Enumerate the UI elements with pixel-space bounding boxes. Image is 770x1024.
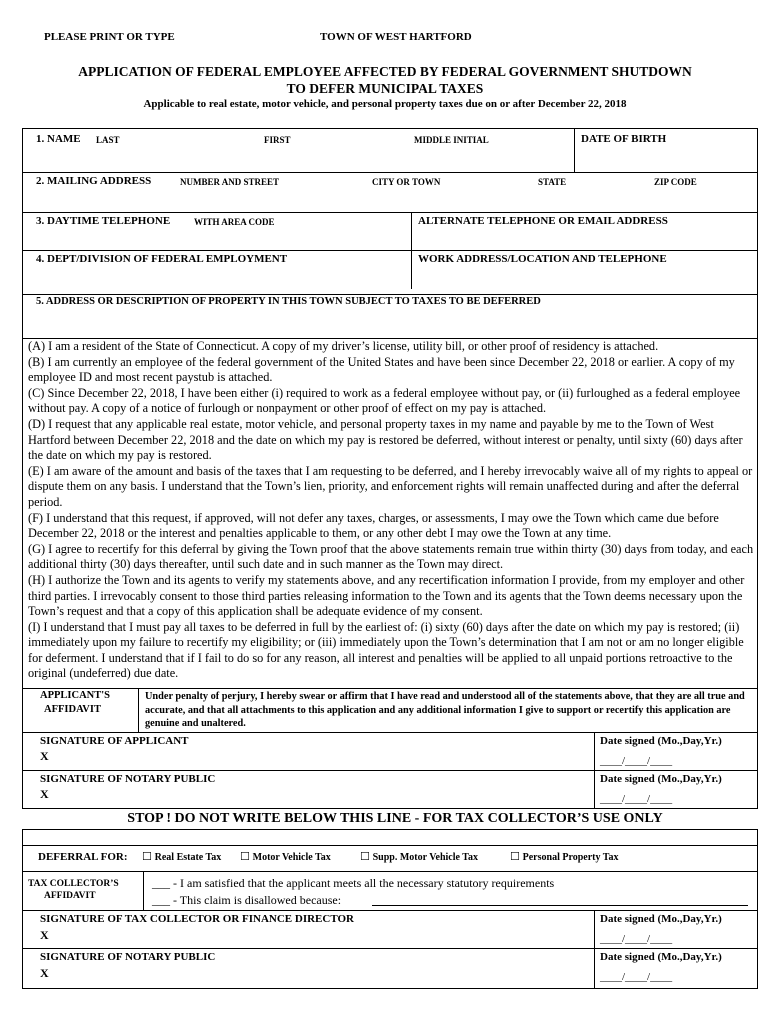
checkbox-icon[interactable]: ☐ — [360, 850, 370, 863]
divider — [22, 845, 758, 846]
deferral-option-supp-motor-vehicle[interactable] — [360, 850, 478, 863]
alt-contact-field[interactable] — [418, 230, 751, 248]
affidavit-text: Under penalty of perjury, I hereby swear or affirm that I have read and understood all of the statements above, that they are all true and accurate, and that all attachments to this application and any additional information I give to support or recertify this application are genuine and unaltered. — [145, 691, 745, 730]
town-name: TOWN OF WEST HARTFORD — [320, 31, 472, 43]
checkbox-icon[interactable]: ☐ — [510, 850, 520, 863]
collector-notary-signature-field[interactable] — [56, 964, 586, 984]
x-mark: X — [40, 749, 49, 763]
collector-affidavit-label-2: AFFIDAVIT — [44, 891, 96, 901]
x-mark: X — [40, 966, 49, 980]
disallowed-reason-field[interactable] — [372, 905, 748, 906]
mailing-address-label: 2. MAILING ADDRESS — [36, 175, 152, 187]
print-instruction: PLEASE PRINT OR TYPE — [44, 31, 175, 43]
mailing-address-field[interactable] — [36, 190, 751, 210]
notary-signature-field[interactable] — [56, 786, 586, 806]
dept-label: 4. DEPT/DIVISION OF FEDERAL EMPLOYMENT — [36, 253, 288, 265]
dob-label: DATE OF BIRTH — [581, 133, 667, 145]
disallowed-blank[interactable]: ___ — [152, 893, 170, 907]
form-subtitle: Applicable to real estate, motor vehicle, and personal property taxes due on or after December 22, 2018 — [143, 98, 627, 110]
divider — [138, 688, 139, 733]
date-signed-label: Date signed (Mo.,Day,Yr.) — [600, 913, 722, 925]
phone-label: 3. DAYTIME TELEPHONE — [36, 215, 171, 227]
statement-h: (H) I authorize the Town and its agents to verify my statements above, and any recertification information I provide, from my employer and other third parties. I irrevocably consent to those third parties releasing information to the Town and its agents that the Town deems necessary upon the Town’s request and that a copy of this application shall be adequate evidence of my consent. — [28, 572, 745, 619]
affidavit-label: APPLICANT'S — [40, 690, 111, 701]
work-address-field[interactable] — [418, 269, 751, 291]
work-address-label: WORK ADDRESS/LOCATION AND TELEPHONE — [418, 253, 667, 265]
disallowed-line — [152, 893, 341, 908]
option-label: Motor Vehicle Tax — [252, 852, 331, 863]
area-code-label: WITH AREA CODE — [194, 217, 275, 227]
x-mark: X — [40, 787, 49, 801]
statement-e: (E) I am aware of the amount and basis of the taxes that I am requesting to be deferred, and I hereby irrevocably waive all of my rights to appeal or dispute them on any basis. I understand that the Town’s lien, priority, and enforcement rights will remain unaffected during and after the deferral period. — [28, 463, 753, 509]
statement-a: (A) I am a resident of the State of Connecticut. A copy of my driver’s license, utility bill, or other proof of residency is attached. — [28, 339, 659, 353]
statements — [28, 339, 754, 682]
date-signed-label: Date signed (Mo.,Day,Yr.) — [600, 773, 722, 785]
date-signed-label: Date signed (Mo.,Day,Yr.) — [600, 735, 722, 747]
notary-date-field[interactable]: ____/____/____ — [600, 793, 673, 805]
collector-signature-label: SIGNATURE OF TAX COLLECTOR OR FINANCE DIRECTOR — [40, 913, 354, 925]
divider — [594, 910, 595, 989]
middle-initial-label: MIDDLE INITIAL — [414, 135, 489, 145]
option-label: Personal Property Tax — [522, 852, 619, 863]
x-mark: X — [40, 928, 49, 942]
dob-field[interactable] — [581, 149, 751, 169]
deferral-option-real-estate[interactable] — [142, 850, 221, 863]
divider — [22, 910, 758, 911]
applicant-signature-field[interactable] — [56, 748, 586, 768]
divider — [22, 339, 23, 688]
form-title: APPLICATION OF FEDERAL EMPLOYEE AFFECTED BY FEDERAL GOVERNMENT SHUTDOWN — [78, 64, 692, 79]
statement-g: (G) I agree to recertify for this deferral by giving the Town proof that the above statements remain true within thirty (30) days from today, and each additional thirty (30) days thereafter, until such date and in such manner as the Town may direct. — [28, 541, 754, 572]
divider — [143, 871, 144, 911]
divider — [574, 128, 575, 173]
applicant-signature-label: SIGNATURE OF APPLICANT — [40, 735, 189, 747]
collector-notary-label: SIGNATURE OF NOTARY PUBLIC — [40, 951, 216, 963]
collector-affidavit-label: TAX COLLECTOR’S — [28, 879, 119, 889]
option-label: Real Estate Tax — [154, 852, 222, 863]
name-field[interactable] — [36, 149, 568, 169]
option-label: Supp. Motor Vehicle Tax — [372, 852, 479, 863]
satisfied-blank[interactable]: ___ — [152, 876, 170, 890]
deferral-option-personal-property[interactable] — [510, 850, 619, 863]
form-title-line2: TO DEFER MUNICIPAL TAXES — [286, 81, 484, 96]
property-label: 5. ADDRESS OR DESCRIPTION OF PROPERTY IN THIS TOWN SUBJECT TO TAXES TO BE DEFERRED — [36, 296, 541, 307]
first-name-label: FIRST — [264, 135, 291, 145]
deferral-option-motor-vehicle[interactable] — [240, 850, 331, 863]
divider — [757, 339, 758, 688]
statement-b: (B) I am currently an employee of the federal government of the United States and have been since December 22, 2018 or earlier. A copy of my employee ID and most recent paystub is attached. — [28, 354, 735, 385]
divider — [22, 871, 758, 872]
collector-signature-field[interactable] — [56, 926, 586, 946]
statement-i: (I) I understand that I must pay all taxes to be deferred in full by the earliest of: (i) sixty (60) days after the date on which my pay is restored; (ii) immediately upon my failure to recertify my eligibility; or (iii) immediately upon the Town’s determination that I am not or am no longer eligible for deferment. I understand that if I fail to do so for any reason, all interest and penalties will be applied to all unpaid portions retroactive to the original (undeferred) due date. — [28, 619, 744, 681]
stop-banner: STOP ! DO NOT WRITE BELOW THIS LINE - FOR TAX COLLECTOR’S USE ONLY — [127, 811, 663, 826]
name-label: 1. NAME — [36, 133, 81, 145]
last-name-label: LAST — [96, 135, 120, 145]
state-label: STATE — [538, 177, 567, 187]
street-label: NUMBER AND STREET — [180, 177, 280, 187]
checkbox-icon[interactable]: ☐ — [142, 850, 152, 863]
alt-contact-label: ALTERNATE TELEPHONE OR EMAIL ADDRESS — [418, 215, 668, 227]
statement-f: (F) I understand that this request, if approved, will not defer any taxes, charges, or assessments, I may owe the Town which came due before December 22, 2018 or the interest and penalties applicable to them, or any other debt I may owe the Town at any time. — [28, 510, 719, 541]
dept-field[interactable] — [36, 269, 406, 291]
affidavit-label-2: AFFIDAVIT — [44, 704, 101, 715]
phone-field[interactable] — [36, 230, 406, 248]
applicant-date-field[interactable]: ____/____/____ — [600, 755, 673, 767]
disallowed-text: - This claim is disallowed because: — [173, 893, 342, 907]
checkbox-icon[interactable]: ☐ — [240, 850, 250, 863]
zip-label: ZIP CODE — [654, 177, 697, 187]
date-signed-label: Date signed (Mo.,Day,Yr.) — [600, 951, 722, 963]
city-label: CITY OR TOWN — [372, 177, 441, 187]
statement-c: (C) Since December 22, 2018, I have been either (i) required to work as a federal employee without pay, or (ii) furloughed as a federal employee without pay. A copy of a notice of furlough or nonpayment or other proof of effect on my pay is attached. — [28, 385, 741, 416]
statement-d: (D) I request that any applicable real estate, motor vehicle, and personal property taxes in my name and payable by me to the Town of West Hartford between December 22, 2018 and the date on which my pay is restored be deferred, without interest or penalty, until sixty (60) days after the date on which my pay is restored. — [28, 416, 743, 463]
property-field[interactable] — [36, 312, 751, 336]
collector-notary-date-field[interactable]: ____/____/____ — [600, 971, 673, 983]
satisfied-text: - I am satisfied that the applicant meets all the necessary statutory requirements — [173, 876, 555, 890]
divider — [22, 948, 758, 949]
deferral-label: DEFERRAL FOR: — [38, 851, 128, 863]
collector-date-field[interactable]: ____/____/____ — [600, 933, 673, 945]
notary-signature-label: SIGNATURE OF NOTARY PUBLIC — [40, 773, 216, 785]
satisfied-line — [152, 876, 554, 891]
